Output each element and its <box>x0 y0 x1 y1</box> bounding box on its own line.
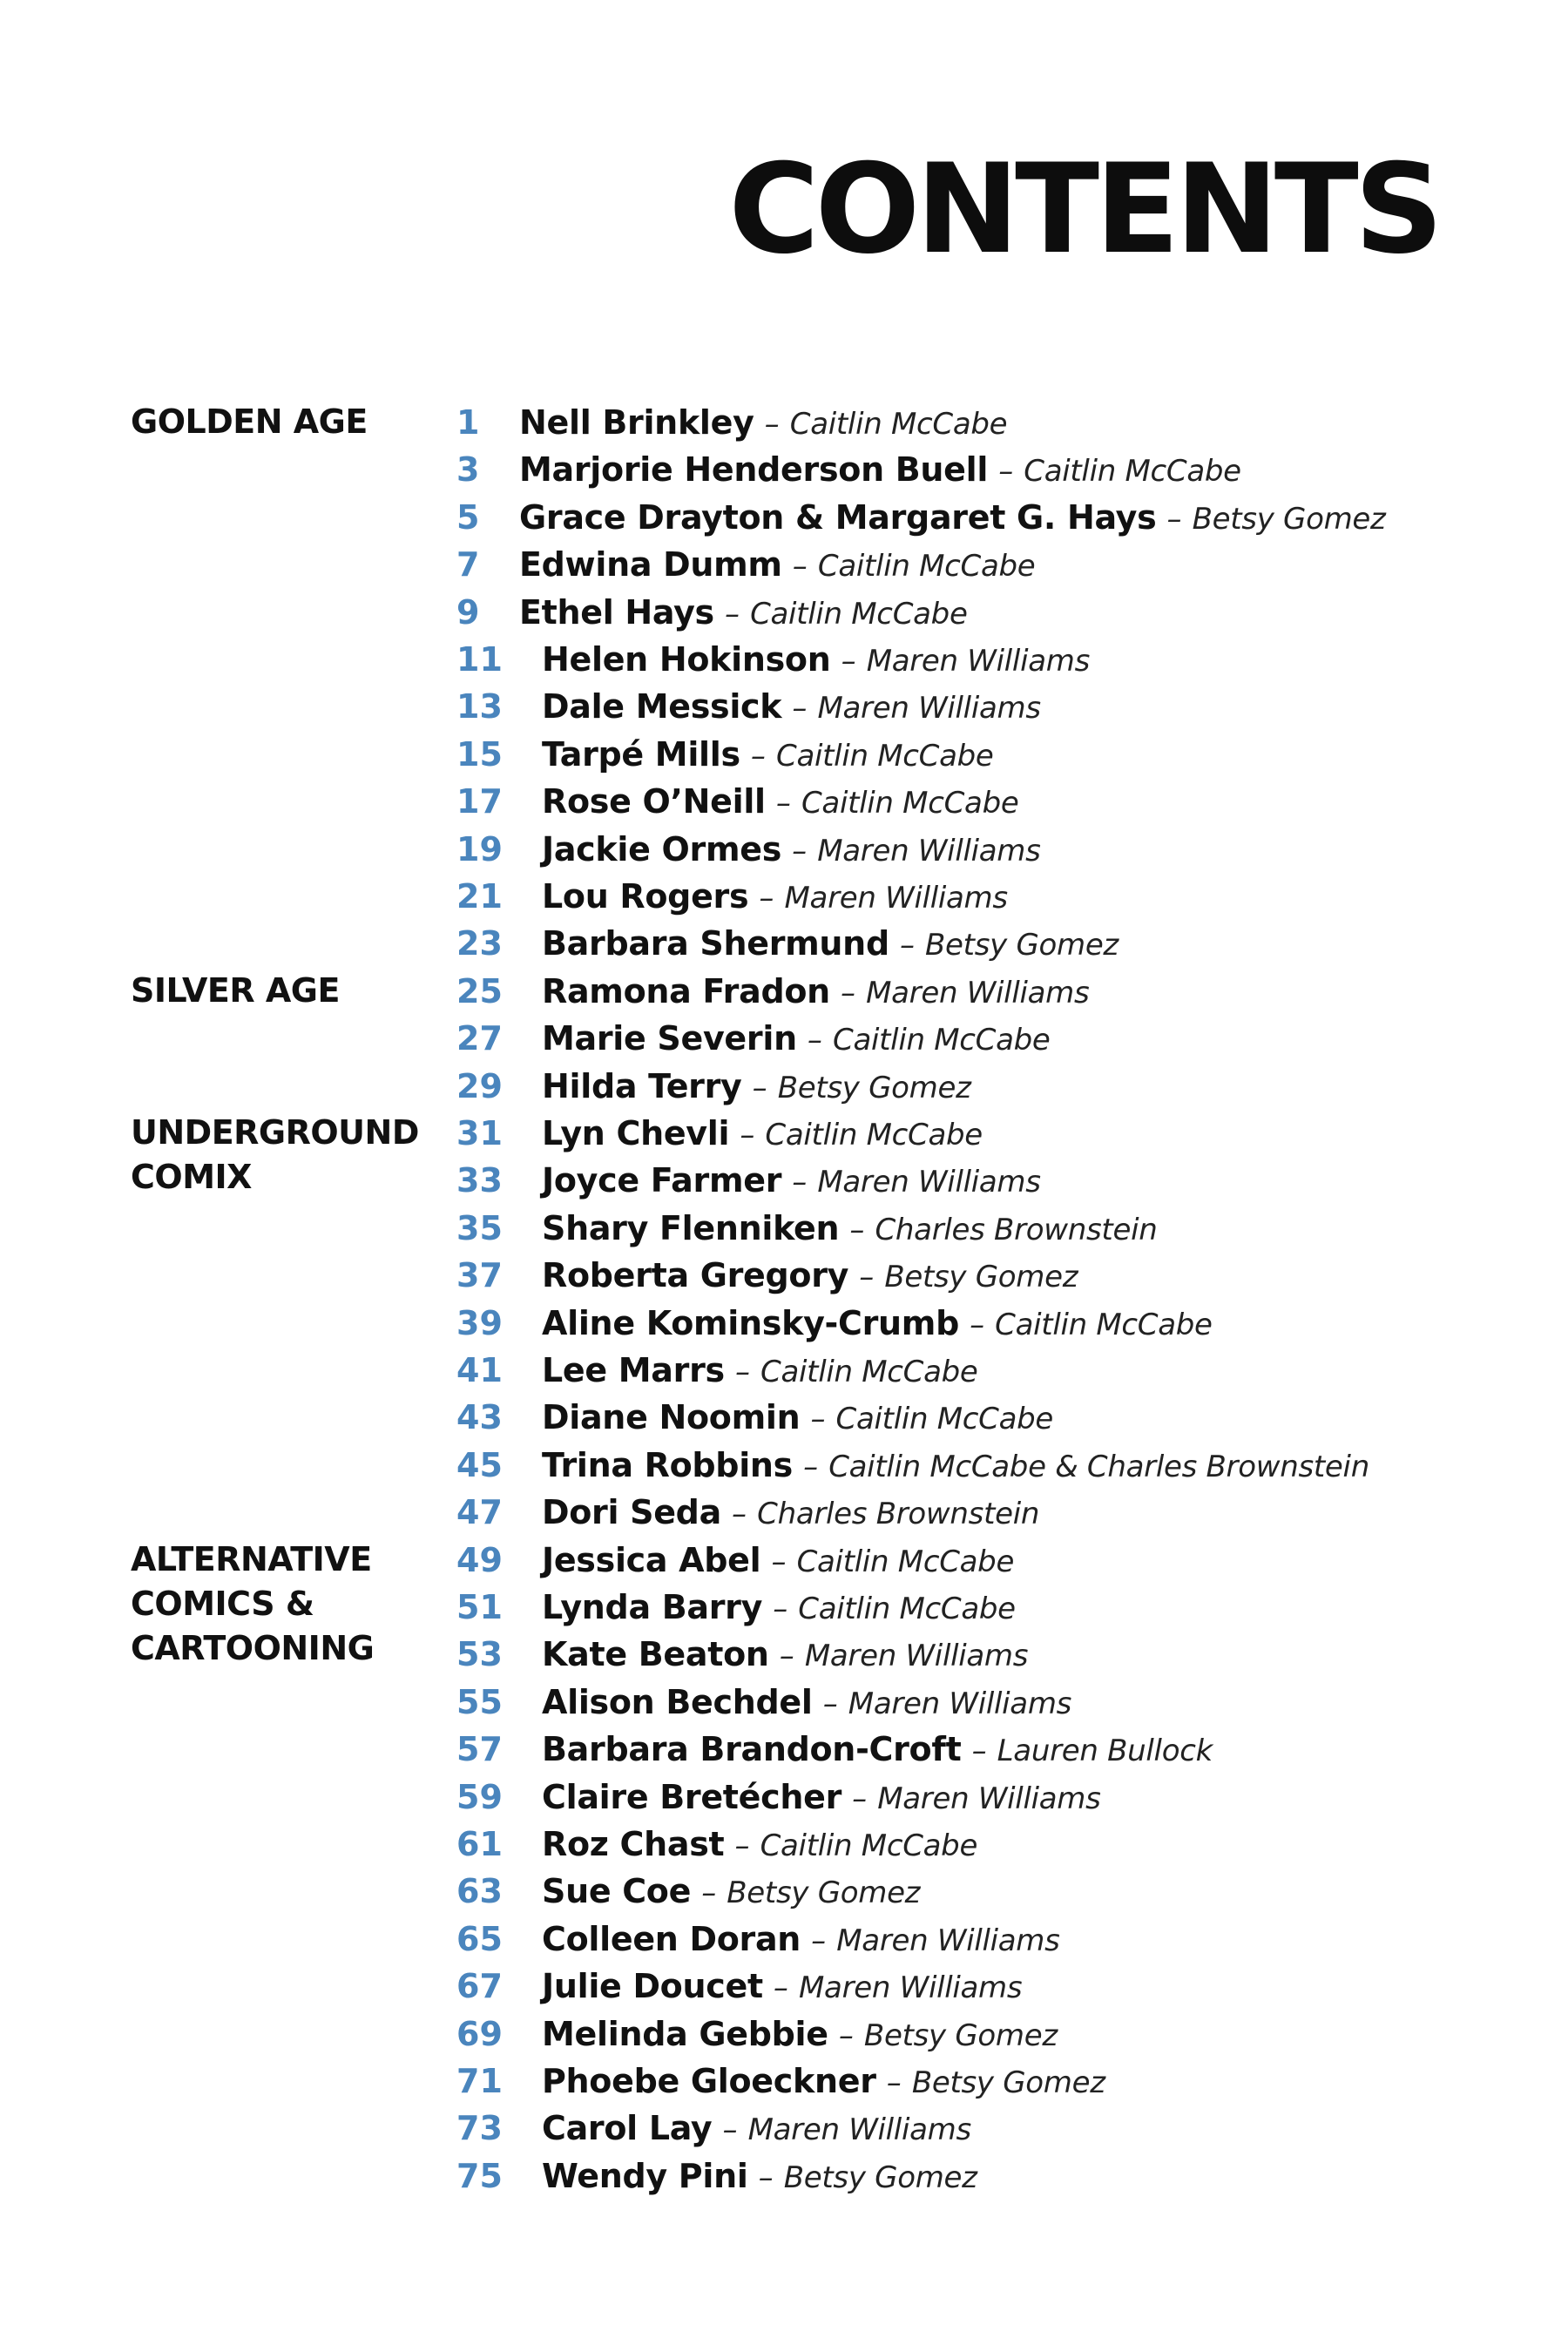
separator: – <box>764 407 780 442</box>
toc-entry[interactable] <box>0 1821 1481 1868</box>
toc-entry[interactable] <box>0 731 1481 778</box>
page-number: 27 <box>456 1019 503 1058</box>
toc-entry[interactable] <box>0 2153 1481 2200</box>
page-number: 59 <box>456 1777 503 1816</box>
artist-name: Shary Flenniken <box>542 1208 840 1247</box>
separator: – <box>779 1639 794 1674</box>
entry-text <box>542 1442 1369 1490</box>
artist-name: Joyce Farmer <box>542 1161 782 1200</box>
author-name: Betsy Gomez <box>884 1260 1078 1295</box>
toc-entry[interactable] <box>0 2011 1481 2058</box>
toc-entry[interactable] <box>0 826 1481 873</box>
toc-entry[interactable] <box>0 778 1481 825</box>
page-number: 19 <box>456 829 503 868</box>
page-number: 61 <box>456 1825 503 1863</box>
entry-text <box>542 1537 1014 1585</box>
artist-name: Tarpé Mills <box>542 734 740 774</box>
artist-name: Lou Rogers <box>542 877 749 916</box>
page-number: 35 <box>456 1208 503 1247</box>
separator: – <box>899 928 915 963</box>
artist-name: Julie Doucet <box>542 1967 763 2006</box>
page-number: 31 <box>456 1114 503 1152</box>
separator: – <box>886 2065 902 2100</box>
separator: – <box>701 1876 717 1911</box>
toc-entry[interactable] <box>0 1063 1481 1110</box>
entry-text <box>542 1015 1051 1064</box>
author-name: Maren Williams <box>866 975 1090 1010</box>
author-name: Betsy Gomez <box>1192 501 1386 537</box>
author-name: Maren Williams <box>848 1686 1072 1721</box>
author-name: Caitlin McCabe <box>750 596 968 632</box>
artist-name: Diane Noomin <box>542 1398 801 1437</box>
artist-name: Barbara Shermund <box>542 924 889 963</box>
separator: – <box>792 833 808 868</box>
toc-entry[interactable] <box>0 1347 1481 1394</box>
toc-entry[interactable] <box>0 1394 1481 1441</box>
separator: – <box>998 454 1014 490</box>
artist-name: Helen Hokinson <box>542 640 831 679</box>
entry-text <box>542 1394 1053 1443</box>
toc-entry[interactable] <box>0 1300 1481 1347</box>
entry-text <box>542 2153 977 2201</box>
author-name: Caitlin McCabe <box>798 1592 1016 1626</box>
separator: – <box>734 1828 750 1863</box>
separator: – <box>971 1734 987 1769</box>
page-number: 5 <box>456 497 480 537</box>
separator: – <box>1166 501 1182 537</box>
separator: – <box>810 1402 826 1437</box>
toc-entry[interactable] <box>0 399 1481 446</box>
entry-text <box>542 1584 1016 1632</box>
artist-name: Jackie Ormes <box>542 829 782 868</box>
author-name: Maren Williams <box>817 1165 1041 1200</box>
artist-name: Wendy Pini <box>542 2156 748 2195</box>
toc-entry[interactable] <box>0 1631 1481 1678</box>
entry-text <box>542 1821 977 1869</box>
author-name: Charles Brownstein <box>875 1212 1158 1247</box>
page-number: 75 <box>456 2156 503 2195</box>
entry-text <box>542 968 1089 1017</box>
page-number: 67 <box>456 1967 503 2006</box>
separator: – <box>838 2017 854 2053</box>
artist-name: Lee Marrs <box>542 1351 725 1389</box>
author-name: Maren Williams <box>817 833 1041 868</box>
entry-text <box>519 541 1035 590</box>
separator: – <box>803 1449 819 1484</box>
entry-text <box>542 2058 1105 2106</box>
artist-name: Marie Severin <box>542 1019 797 1058</box>
artist-name: Edwina Dumm <box>519 545 782 585</box>
page-number: 55 <box>456 1682 503 1721</box>
artist-name: Grace Drayton & Margaret G. Hays <box>519 497 1157 537</box>
page-number: 53 <box>456 1635 503 1674</box>
page-number: 9 <box>456 592 480 632</box>
author-name: Betsy Gomez <box>777 1070 971 1105</box>
author-name: Caitlin McCabe <box>765 1118 983 1152</box>
author-name: Caitlin McCabe <box>796 1544 1015 1579</box>
artist-name: Marjorie Henderson Buell <box>519 450 989 490</box>
artist-name: Ethel Hays <box>519 592 714 632</box>
separator: – <box>822 1686 838 1721</box>
author-name: Betsy Gomez <box>911 2065 1105 2100</box>
page-number: 57 <box>456 1730 503 1769</box>
toc-entry[interactable] <box>0 2058 1481 2105</box>
toc-entry[interactable] <box>0 1015 1481 1062</box>
toc-entry[interactable] <box>0 1157 1481 1204</box>
entry-text <box>542 1489 1039 1538</box>
page-number: 7 <box>456 545 480 585</box>
page-number: 25 <box>456 971 503 1010</box>
toc-entry[interactable] <box>0 1726 1481 1773</box>
page-number: 73 <box>456 2109 503 2148</box>
entry-text <box>519 589 968 638</box>
artist-name: Dale Messick <box>542 687 782 727</box>
page-number: 11 <box>456 640 503 679</box>
artist-name: Phoebe Gloeckner <box>542 2062 876 2100</box>
toc-entry[interactable] <box>0 1537 1481 1584</box>
separator: – <box>722 2112 738 2148</box>
entry-text <box>542 1063 971 1112</box>
page-number: 69 <box>456 2014 503 2053</box>
page-number: 63 <box>456 1872 503 1911</box>
page-number: 39 <box>456 1303 503 1342</box>
artist-name: Claire Bretécher <box>542 1777 842 1816</box>
page-number: 13 <box>456 687 503 727</box>
page-number: 29 <box>456 1066 503 1105</box>
page-number: 15 <box>456 734 503 774</box>
artist-name: Carol Lay <box>542 2109 713 2148</box>
separator: – <box>792 1165 808 1200</box>
author-name: Charles Brownstein <box>757 1497 1040 1532</box>
page-number: 21 <box>456 877 503 916</box>
toc-entry[interactable] <box>0 1868 1481 1915</box>
toc-entry[interactable] <box>0 589 1481 636</box>
toc-entry[interactable] <box>0 636 1481 683</box>
entry-text <box>542 1916 1060 1964</box>
toc-entry[interactable] <box>0 1252 1481 1299</box>
entry-text <box>519 446 1241 495</box>
separator: – <box>732 1497 747 1532</box>
toc-entry[interactable] <box>0 873 1481 920</box>
entry-text <box>542 1679 1071 1727</box>
entry-text <box>519 399 1007 448</box>
page-number: 23 <box>456 924 503 963</box>
author-name: Caitlin McCabe <box>760 1828 978 1863</box>
artist-name: Colleen Doran <box>542 1919 801 1958</box>
section-heading: GOLDEN AGE <box>131 402 368 441</box>
artist-name: Roz Chast <box>542 1825 725 1863</box>
toc-entry[interactable] <box>0 446 1481 493</box>
separator: – <box>792 691 808 727</box>
artist-name: Aline Kominsky-Crumb <box>542 1303 959 1342</box>
page-number: 37 <box>456 1256 503 1295</box>
entry-text <box>542 1631 1028 1680</box>
separator: – <box>852 1781 868 1816</box>
page-number: 71 <box>456 2062 503 2100</box>
separator: – <box>849 1212 865 1247</box>
entry-text <box>519 494 1386 543</box>
author-name: Maren Williams <box>817 691 1041 727</box>
separator: – <box>775 786 791 821</box>
section-heading: SILVER AGE <box>131 970 340 1010</box>
author-name: Maren Williams <box>799 1970 1023 2006</box>
author-name: Maren Williams <box>866 644 1090 679</box>
page-number: 65 <box>456 1919 503 1958</box>
author-name: Maren Williams <box>747 2112 971 2148</box>
toc-entry[interactable] <box>0 1205 1481 1252</box>
artist-name: Hilda Terry <box>542 1066 742 1105</box>
author-name: Betsy Gomez <box>863 2017 1058 2053</box>
artist-name: Rose O’Neill <box>542 782 766 821</box>
author-name: Lauren Bullock <box>997 1734 1213 1769</box>
entry-text <box>542 2105 971 2153</box>
separator: – <box>724 596 740 632</box>
author-name: Maren Williams <box>836 1923 1060 1958</box>
toc-entry[interactable] <box>0 1584 1481 1631</box>
separator: – <box>773 1970 788 2006</box>
toc-entry[interactable] <box>0 1963 1481 2010</box>
entry-text <box>542 1252 1078 1301</box>
entry-text <box>542 826 1041 875</box>
page-number: 45 <box>456 1445 503 1484</box>
separator: – <box>771 1544 787 1579</box>
separator: – <box>734 1355 750 1389</box>
author-name: Caitlin McCabe <box>801 786 1019 821</box>
page-number: 33 <box>456 1161 503 1200</box>
toc-entry[interactable] <box>0 1774 1481 1821</box>
entry-text <box>542 1300 1213 1348</box>
artist-name: Lyn Chevli <box>542 1114 730 1152</box>
artist-name: Ramona Fradon <box>542 971 830 1010</box>
toc-entry[interactable] <box>0 683 1481 730</box>
entry-text <box>542 2011 1058 2059</box>
author-name: Betsy Gomez <box>727 1876 921 1911</box>
entry-text <box>542 778 1018 827</box>
entry-text <box>542 683 1041 732</box>
author-name: Betsy Gomez <box>925 928 1119 963</box>
entry-text <box>542 920 1119 969</box>
author-name: Caitlin McCabe <box>776 738 994 774</box>
entry-text <box>542 731 994 780</box>
author-name: Caitlin McCabe <box>1024 454 1241 490</box>
artist-name: Lynda Barry <box>542 1588 763 1626</box>
section-heading: ALTERNATIVE COMICS & CARTOONING <box>131 1539 375 1667</box>
author-name: Caitlin McCabe & Charles Brownstein <box>828 1449 1369 1484</box>
separator: – <box>841 975 855 1010</box>
separator: – <box>970 1307 985 1342</box>
page-number: 43 <box>456 1398 503 1437</box>
entry-text <box>542 1963 1022 2011</box>
entry-text <box>542 1205 1157 1254</box>
author-name: Betsy Gomez <box>783 2159 977 2195</box>
artist-name: Kate Beaton <box>542 1635 769 1674</box>
toc-entry[interactable] <box>0 968 1481 1015</box>
separator: – <box>752 1070 767 1105</box>
page-title: CONTENTS <box>728 138 1439 281</box>
toc-entry[interactable] <box>0 1679 1481 1726</box>
entry-text <box>542 873 1008 922</box>
page-number: 51 <box>456 1588 503 1626</box>
separator: – <box>750 738 766 774</box>
toc-entry[interactable] <box>0 1489 1481 1536</box>
page-number: 47 <box>456 1493 503 1532</box>
entry-text <box>542 1726 1213 1774</box>
separator: – <box>811 1923 827 1958</box>
author-name: Caitlin McCabe <box>833 1023 1051 1058</box>
separator: – <box>740 1118 755 1152</box>
artist-name: Melinda Gebbie <box>542 2014 828 2053</box>
section-heading: UNDERGROUND COMIX <box>131 1113 419 1196</box>
author-name: Caitlin McCabe <box>789 407 1008 442</box>
entry-text <box>542 1774 1101 1822</box>
separator: – <box>758 2159 774 2195</box>
separator: – <box>859 1260 875 1295</box>
separator: – <box>759 881 774 916</box>
toc-entry[interactable] <box>0 2105 1481 2152</box>
page-number: 49 <box>456 1540 503 1579</box>
author-name: Caitlin McCabe <box>835 1402 1054 1437</box>
page-number: 17 <box>456 782 503 821</box>
separator: – <box>807 1023 822 1058</box>
artist-name: Dori Seda <box>542 1493 721 1532</box>
author-name: Maren Williams <box>784 881 1008 916</box>
page-number: 41 <box>456 1351 503 1389</box>
entry-text <box>542 636 1090 685</box>
author-name: Caitlin McCabe <box>817 549 1036 585</box>
toc-entry[interactable] <box>0 541 1481 588</box>
author-name: Caitlin McCabe <box>760 1355 978 1389</box>
separator: – <box>841 644 856 679</box>
artist-name: Jessica Abel <box>542 1540 761 1579</box>
toc-entry[interactable] <box>0 1110 1481 1157</box>
toc-entry[interactable] <box>0 1916 1481 1963</box>
toc-entry[interactable] <box>0 920 1481 967</box>
artist-name: Nell Brinkley <box>519 403 754 442</box>
entry-text <box>542 1110 983 1159</box>
author-name: Maren Williams <box>804 1639 1029 1674</box>
separator: – <box>773 1592 788 1626</box>
entry-text <box>542 1347 978 1396</box>
page-number: 1 <box>456 403 480 442</box>
separator: – <box>792 549 808 585</box>
author-name: Caitlin McCabe <box>995 1307 1213 1342</box>
artist-name: Trina Robbins <box>542 1445 794 1484</box>
artist-name: Barbara Brandon-Croft <box>542 1730 962 1769</box>
entry-text <box>542 1157 1041 1206</box>
toc-entry[interactable] <box>0 1442 1481 1489</box>
page-number: 3 <box>456 450 480 490</box>
artist-name: Alison Bechdel <box>542 1682 813 1721</box>
toc-entry[interactable] <box>0 494 1481 541</box>
author-name: Maren Williams <box>877 1781 1101 1816</box>
entry-text <box>542 1868 920 1916</box>
artist-name: Sue Coe <box>542 1872 692 1911</box>
artist-name: Roberta Gregory <box>542 1256 849 1295</box>
